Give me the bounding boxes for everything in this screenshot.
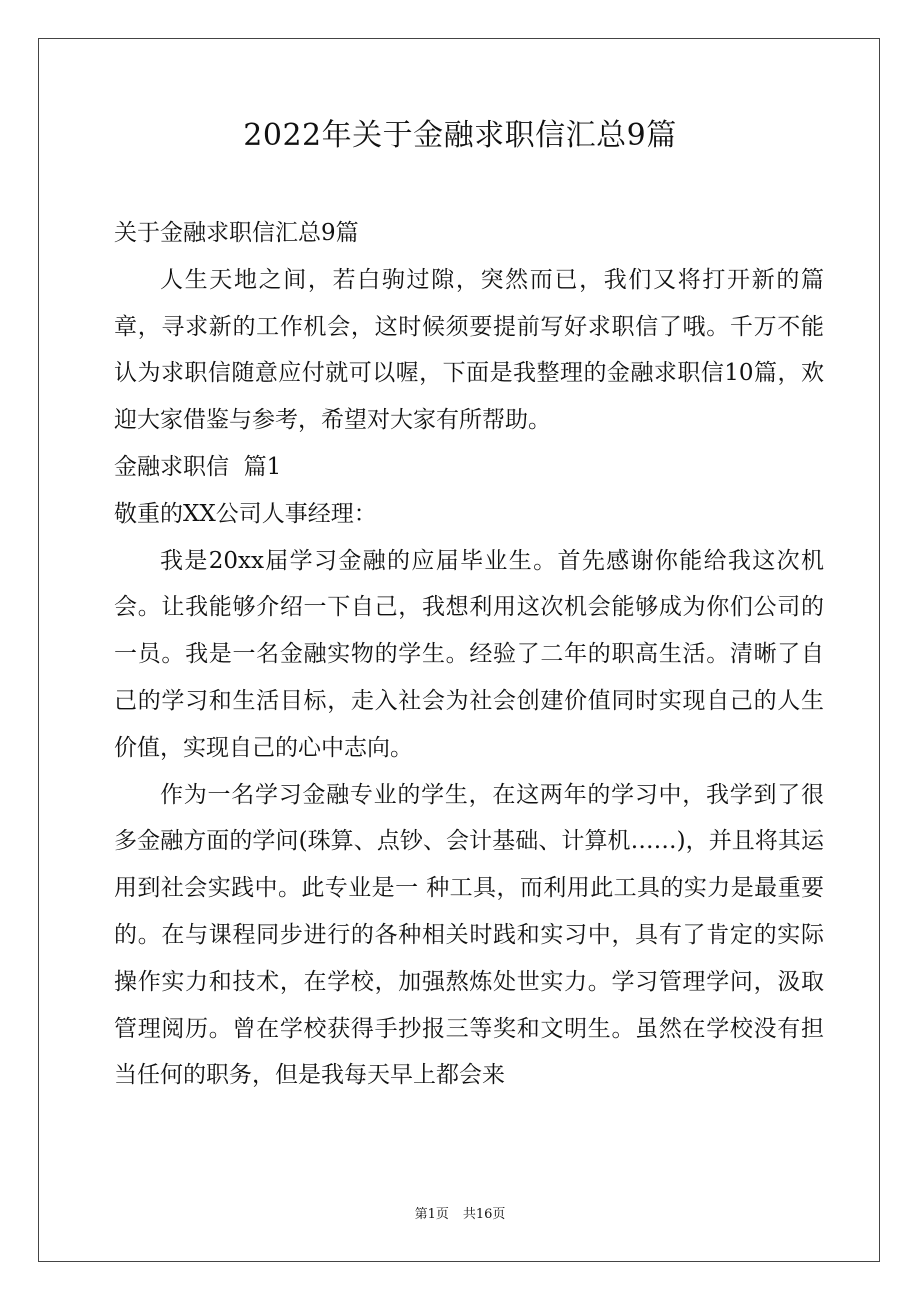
document-body xyxy=(114,210,824,1099)
intro-paragraph: 人生天地之间，若白驹过隙，突然而已，我们又将打开新的篇章，寻求新的工作机会，这时候须要提前写好求职信了哦。千万不能认为求职信随意应付就可以喔，下面是我整理的金融求职信10篇，欢迎大家借鉴与参考，希望对大家有所帮助。 xyxy=(114,266,824,434)
document-subtitle: 关于金融求职信汇总9篇 xyxy=(114,220,359,246)
page-total: 共16页 xyxy=(462,1207,506,1222)
body-paragraph-2: 作为一名学习金融专业的学生，在这两年的学习中，我学到了很多金融方面的学问(珠算、点钞、会计基础、计算机……)，并且将其运用到社会实践中。此专业是一 种工具，而利用此工具的实力是最重要的。在与课程同步进行的各种相关时践和实习中，具有了肯定的实际操作实力和技术，在学校，加强熬炼处世实力。学习管理学问，汲取管理阅历。曾在学校获得手抄报三等奖和文明生。虽然在学校没有担当任何的职务，但是我每天早上都会来 xyxy=(114,781,824,1089)
page-footer xyxy=(0,1206,920,1224)
document-title: 2022年关于金融求职信汇总9篇 xyxy=(243,118,677,153)
body-paragraph-1: 我是20xx届学习金融的应届毕业生。首先感谢你能给我这次机会。让我能够介绍一下自己，我想利用这次机会能够成为你们公司的一员。我是一名金融实物的学生。经验了二年的职高生活。清晰了自己的学习和生活目标，走入社会为社会创建价值同时实现自己的人生价值，实现自己的心中志向。 xyxy=(114,547,824,761)
page-number: 第1页 xyxy=(414,1207,449,1222)
section-heading: 金融求职信 篇1 xyxy=(114,453,282,480)
salutation: 敬重的XX公司人事经理： xyxy=(114,500,377,527)
